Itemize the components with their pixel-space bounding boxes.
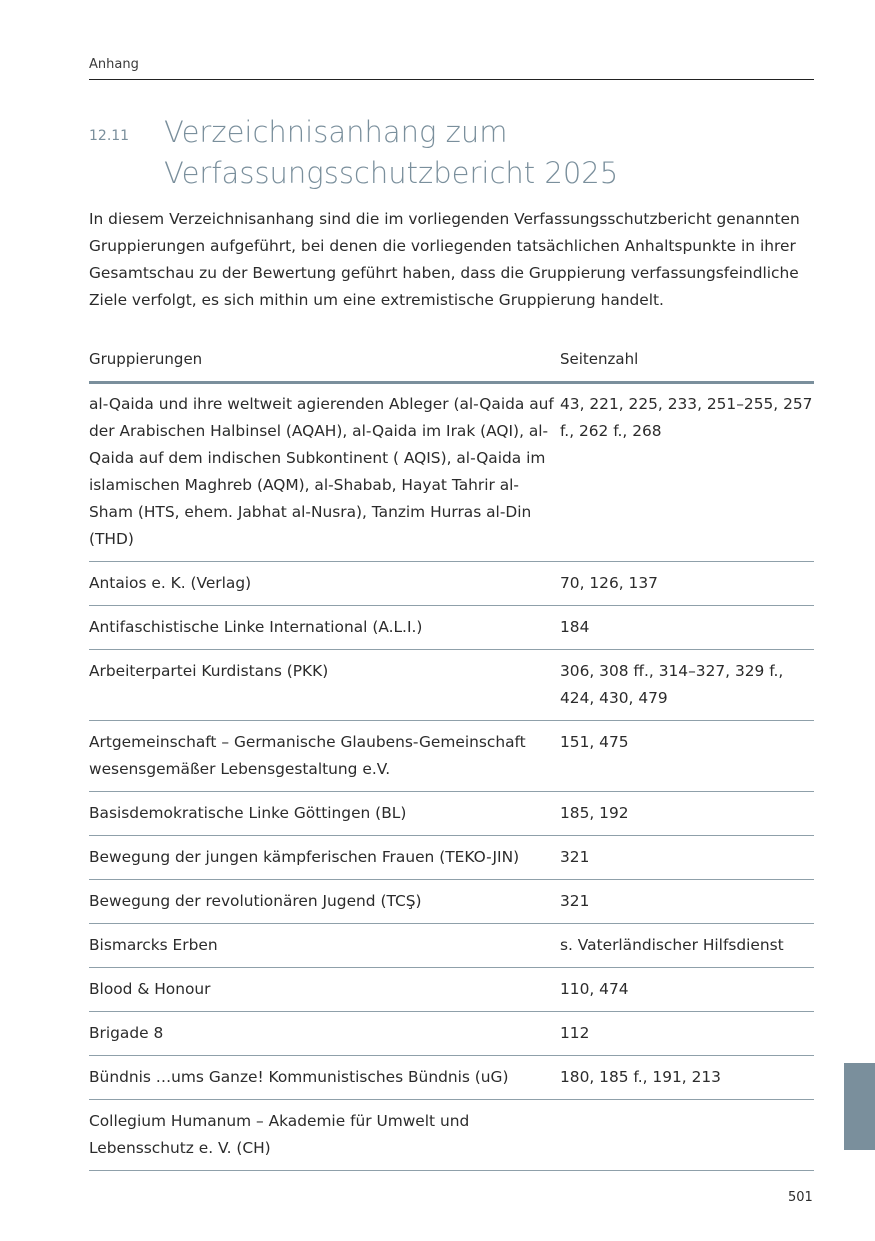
page-numbers: 321 [560, 892, 590, 910]
table-row [89, 562, 814, 606]
group-name: Blood & Honour [89, 980, 211, 998]
group-name: Artgemeinschaft – Germanische Glaubens-Gemeinschaft wesensgemäßer Lebensgestaltung e.V. [89, 733, 526, 778]
page-numbers: 180, 185 f., 191, 213 [560, 1068, 721, 1086]
page-numbers: 151, 475 [560, 733, 629, 751]
table-row [89, 792, 814, 836]
page-numbers: 70, 126, 137 [560, 574, 658, 592]
table-row [89, 924, 814, 968]
group-name: Antifaschistische Linke International (A.L.I.) [89, 618, 423, 636]
page-numbers [560, 1108, 814, 1162]
table-row [89, 1056, 814, 1100]
group-name: Bismarcks Erben [89, 936, 218, 954]
group-name: Bewegung der jungen kämpferischen Frauen (TEKO-JIN) [89, 848, 520, 866]
page-number: 501 [788, 1190, 813, 1205]
table-row [89, 836, 814, 880]
page-numbers: 185, 192 [560, 804, 629, 822]
group-name: Basisdemokratische Linke Göttingen (BL) [89, 804, 407, 822]
page-numbers: 43, 221, 225, 233, 251–255, 257 f., 262 f., 268 [560, 395, 813, 440]
groups-table [89, 350, 814, 1171]
group-name: Antaios e. K. (Verlag) [89, 574, 252, 592]
page-numbers: 112 [560, 1024, 590, 1042]
page-numbers: 306, 308 ff., 314–327, 329 f., 424, 430, 479 [560, 662, 784, 707]
page-numbers: 184 [560, 618, 590, 636]
table-row [89, 650, 814, 721]
section-title-line-1: Verzeichnisanhang zum [164, 115, 508, 149]
page-numbers: s. Vaterländischer Hilfsdienst [560, 936, 784, 954]
table-row [89, 1100, 814, 1171]
table-row [89, 384, 814, 562]
header-rule [89, 79, 814, 80]
running-head: Anhang [89, 57, 139, 72]
section-title [164, 112, 804, 194]
group-name: Collegium Humanum – Akademie für Umwelt und Lebensschutz e. V. (CH) [89, 1112, 470, 1157]
group-name: Bewegung der revolutionären Jugend (TCŞ) [89, 892, 422, 910]
section-number: 12.11 [89, 128, 130, 144]
section-title-line-2: Verfassungsschutzbericht 2025 [164, 156, 619, 190]
table-row [89, 880, 814, 924]
table-header [89, 350, 814, 384]
table-row [89, 968, 814, 1012]
page-numbers: 321 [560, 848, 590, 866]
group-name: Brigade 8 [89, 1024, 164, 1042]
intro-paragraph: In diesem Verzeichnisanhang sind die im vorliegenden Verfassungsschutzbericht genannten Gruppierungen aufgeführt, bei denen die vorliegenden tatsächlichen Anhaltspunkte in ihrer Gesamtschau zu der Bewertung geführt haben, dass die Gruppierung verfassungsfeindliche Ziele verfolgt, es sich mithin um eine extremistische Gruppierung handelt. [89, 210, 800, 309]
group-name: Arbeiterpartei Kurdistans (PKK) [89, 662, 329, 680]
table-row [89, 1012, 814, 1056]
group-name: Bündnis …ums Ganze! Kommunistisches Bündnis (uG) [89, 1068, 509, 1086]
header-pages: Seitenzahl [560, 350, 639, 368]
header-groups: Gruppierungen [89, 350, 203, 368]
group-name: al-Qaida und ihre weltweit agierenden Ableger (al-Qaida auf der Arabischen Halbinsel (AQAH), al-Qaida im Irak (AQI), al-Qaida auf dem indischen Subkontinent ( AQIS), al-Qaida im islamischen Maghreb (AQM), al-Shabab, Hayat Tahrir al-Sham (HTS, ehem. Jabhat al-Nusra), Tanzim Hurras al-Din (THD) [89, 395, 554, 548]
table-row [89, 721, 814, 792]
page-numbers: 110, 474 [560, 980, 629, 998]
table-row [89, 606, 814, 650]
chapter-thumb-tab [844, 1063, 875, 1150]
